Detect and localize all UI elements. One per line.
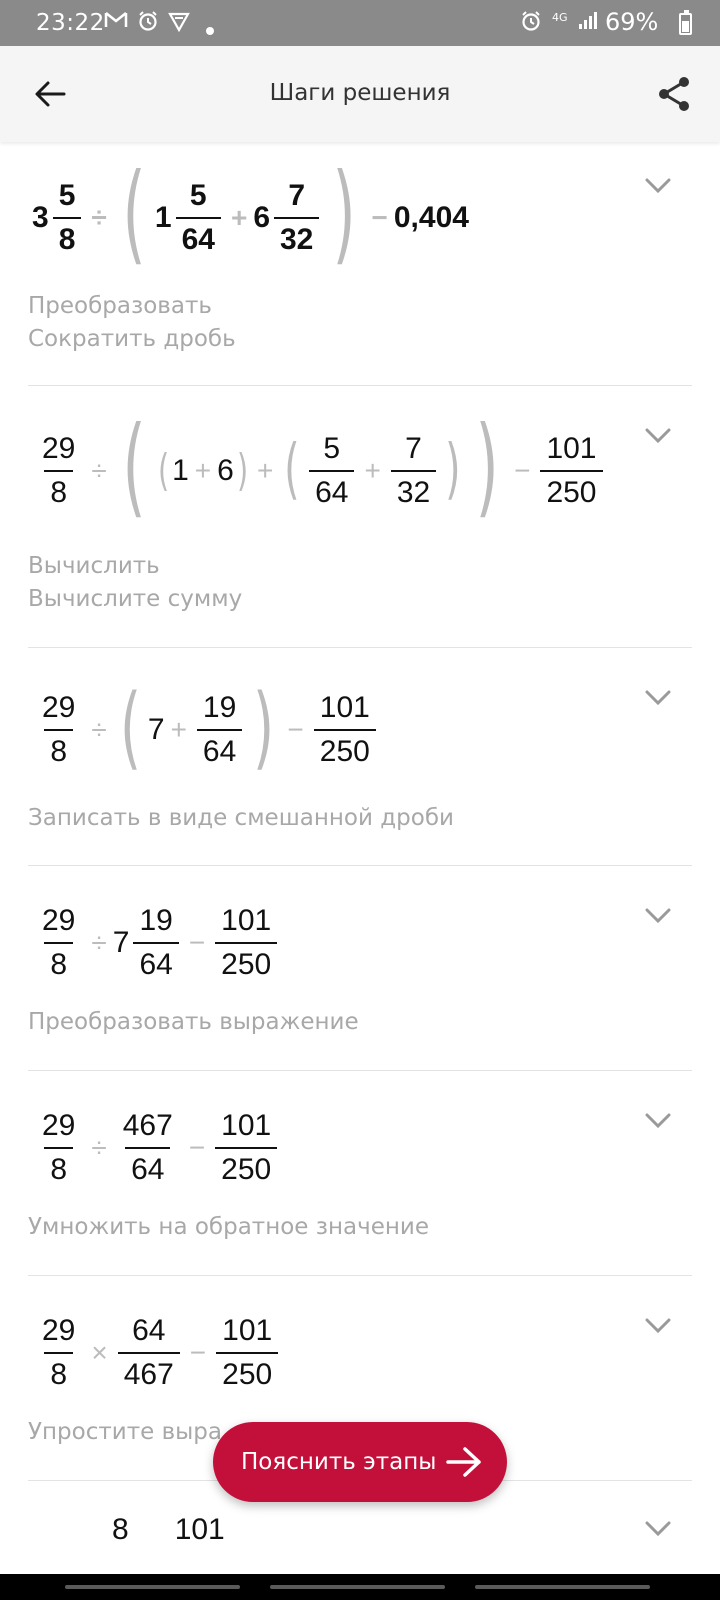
description-line: Сократить дробь xyxy=(28,326,236,352)
denominator: 32 xyxy=(391,470,436,508)
description-line: Преобразовать выражение xyxy=(28,1009,359,1035)
denominator: 64 xyxy=(133,942,178,980)
fraction xyxy=(176,181,221,255)
numerator: 101 xyxy=(221,1109,272,1142)
numerator: 19 xyxy=(139,904,173,937)
numerator: 5 xyxy=(323,432,341,465)
denominator: 250 xyxy=(216,1352,278,1390)
chevron-down-icon[interactable] xyxy=(638,896,678,936)
battery-icon xyxy=(679,13,692,35)
solution-step[interactable] xyxy=(28,648,692,866)
arrow-right-icon xyxy=(445,1444,483,1480)
chevron-down-icon[interactable] xyxy=(638,678,678,718)
numerator: 8 xyxy=(112,1513,129,1546)
whole-number: 7 xyxy=(112,926,130,959)
numerator: 29 xyxy=(42,691,76,724)
parenthesis: ) xyxy=(445,430,461,507)
parenthesis: ( xyxy=(119,675,141,780)
fraction xyxy=(309,434,354,508)
status-time: 23:22 xyxy=(36,10,105,36)
denominator: 250 xyxy=(215,942,277,980)
numerator: 5 xyxy=(58,179,76,212)
step-description xyxy=(28,1416,222,1449)
explain-steps-label: Пояснить этапы xyxy=(241,1449,437,1475)
operator: + xyxy=(230,202,248,233)
description-line: Вычислить xyxy=(28,553,160,579)
denominator: 8 xyxy=(44,942,73,980)
denominator: 250 xyxy=(540,470,602,508)
parenthesis: ) xyxy=(332,151,357,276)
system-nav-bar xyxy=(0,1574,720,1600)
denominator: 8 xyxy=(44,1147,73,1185)
fraction xyxy=(216,1316,278,1390)
solution-step[interactable] xyxy=(28,386,692,648)
step-expression xyxy=(32,404,607,529)
solution-step[interactable] xyxy=(28,142,692,386)
operator: ÷ xyxy=(91,202,107,233)
step-description xyxy=(28,550,242,616)
fraction xyxy=(36,906,81,980)
parenthesis: ) xyxy=(253,675,275,780)
denominator: 250 xyxy=(314,729,376,767)
fraction xyxy=(215,1111,277,1185)
number: 6 xyxy=(217,454,234,487)
operator: + xyxy=(194,455,212,486)
denominator: 8 xyxy=(44,1352,73,1390)
fraction xyxy=(215,906,277,980)
denominator: 32 xyxy=(274,217,319,255)
chevron-down-icon[interactable] xyxy=(638,416,678,456)
alarm-icon xyxy=(520,10,542,39)
numerator: 101 xyxy=(174,1513,225,1546)
number: 7 xyxy=(147,713,165,746)
step-expression xyxy=(32,151,469,276)
step-description xyxy=(28,802,454,835)
description-line: Упростите выра xyxy=(28,1419,222,1445)
page-title: Шаги решения xyxy=(269,80,451,106)
decimal-number: 0,404 xyxy=(393,201,469,234)
fraction xyxy=(118,1316,180,1390)
step-expression xyxy=(32,1105,281,1191)
fraction xyxy=(53,181,82,255)
description-line: Вычислите сумму xyxy=(28,586,243,612)
description-line: Умножить на обратное значение xyxy=(28,1214,430,1240)
denominator: 8 xyxy=(53,217,82,255)
numerator: 7 xyxy=(288,179,306,212)
status-bar xyxy=(0,0,720,46)
description-line: Записать в виде смешанной дроби xyxy=(28,805,454,831)
fraction xyxy=(36,693,81,767)
denominator: 64 xyxy=(309,470,354,508)
numerator: 64 xyxy=(132,1314,166,1347)
description-line: Преобразовать xyxy=(28,293,212,319)
operator: − xyxy=(189,1337,207,1368)
shield-icon xyxy=(168,10,190,39)
nav-back-bar[interactable] xyxy=(475,1585,650,1589)
parenthesis: ( xyxy=(157,445,170,496)
signal-icon xyxy=(578,10,598,37)
network-type: 4G xyxy=(552,11,568,24)
operator: + xyxy=(256,455,274,486)
numerator: 19 xyxy=(202,691,237,724)
nav-recent-bar[interactable] xyxy=(65,1585,240,1589)
fraction xyxy=(36,434,81,508)
denominator: 8 xyxy=(44,729,73,767)
chevron-down-icon[interactable] xyxy=(638,1509,678,1549)
operator: − xyxy=(514,455,531,486)
parenthesis: ( xyxy=(284,430,300,507)
operator: ÷ xyxy=(91,455,107,486)
denominator: 64 xyxy=(125,1147,170,1185)
numerator: 101 xyxy=(221,904,272,937)
numerator: 5 xyxy=(189,179,207,212)
fraction xyxy=(314,693,376,767)
fraction xyxy=(36,1111,81,1185)
denominator: 8 xyxy=(44,470,73,508)
chevron-down-icon[interactable] xyxy=(638,1101,678,1141)
denominator: 64 xyxy=(197,729,242,767)
parenthesis: ( xyxy=(122,404,146,529)
battery-level: 69% xyxy=(605,8,659,36)
chevron-down-icon[interactable] xyxy=(638,166,678,206)
operator: ÷ xyxy=(91,927,107,958)
numerator: 467 xyxy=(122,1109,173,1142)
whole-number: 1 xyxy=(154,201,172,234)
fraction xyxy=(274,181,319,255)
numerator: 29 xyxy=(42,432,76,465)
parenthesis: ) xyxy=(475,404,499,529)
operator: − xyxy=(188,1132,206,1163)
step-description xyxy=(28,1006,359,1039)
share-button[interactable] xyxy=(648,68,700,120)
numerator: 101 xyxy=(222,1314,273,1347)
denominator: 250 xyxy=(215,1147,277,1185)
operator: ÷ xyxy=(91,714,107,745)
app-header xyxy=(0,46,720,142)
denominator: 467 xyxy=(118,1352,180,1390)
alarm-icon xyxy=(137,10,159,39)
parenthesis: ( xyxy=(122,151,146,276)
numerator: 101 xyxy=(546,432,597,465)
operator: − xyxy=(371,202,388,233)
numerator: 29 xyxy=(42,1314,76,1347)
numerator: 29 xyxy=(42,1109,76,1142)
step-description xyxy=(28,1211,429,1244)
denominator: 64 xyxy=(176,217,221,255)
fraction xyxy=(133,906,178,980)
operator: + xyxy=(170,714,187,745)
fraction xyxy=(540,434,602,508)
fraction xyxy=(117,1111,179,1185)
explain-steps-button[interactable] xyxy=(213,1422,507,1502)
step-expression xyxy=(32,900,281,986)
solution-step[interactable] xyxy=(28,1071,692,1276)
step-expression xyxy=(32,675,380,780)
whole-number: 6 xyxy=(253,201,270,234)
step-description xyxy=(28,290,236,356)
dot-icon xyxy=(205,17,215,43)
operator: − xyxy=(287,714,304,745)
nav-home-bar[interactable] xyxy=(270,1585,445,1589)
step-expression xyxy=(112,1513,225,1547)
operator: × xyxy=(91,1337,108,1368)
number: 1 xyxy=(172,454,189,487)
operator: + xyxy=(364,455,381,486)
chevron-down-icon[interactable] xyxy=(638,1306,678,1346)
operator: ÷ xyxy=(91,1132,107,1163)
step-expression xyxy=(32,1310,282,1396)
fraction xyxy=(36,1316,81,1390)
gmail-icon xyxy=(104,10,128,37)
parenthesis: ) xyxy=(236,445,248,496)
whole-number: 3 xyxy=(32,201,49,234)
numerator: 101 xyxy=(319,691,370,724)
fraction xyxy=(197,693,242,767)
share-icon xyxy=(657,76,691,112)
numerator: 7 xyxy=(405,432,422,465)
operator: − xyxy=(188,927,206,958)
fraction xyxy=(391,434,436,508)
numerator: 29 xyxy=(42,904,76,937)
solution-step[interactable] xyxy=(28,866,692,1071)
